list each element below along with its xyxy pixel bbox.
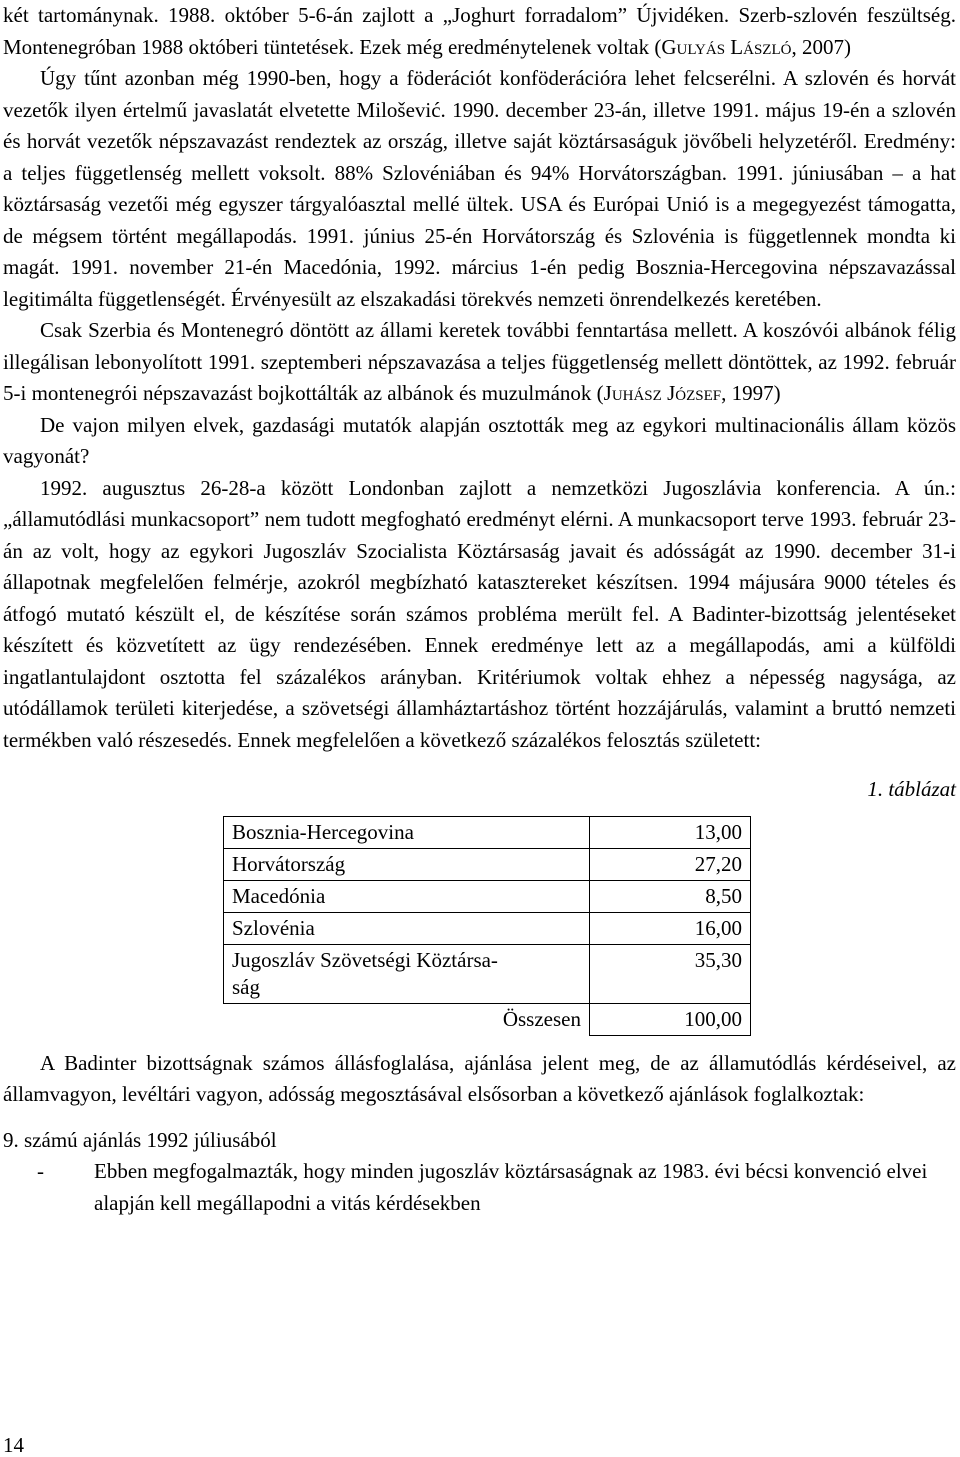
country-cell: Szlovénia <box>224 912 590 944</box>
table-row <box>224 816 751 848</box>
share-cell: 13,00 <box>590 816 751 848</box>
recommendation-title: 9. számú ajánlás 1992 júliusából <box>3 1127 277 1152</box>
table-row <box>224 912 751 944</box>
paragraph-london-conference: 1992. augusztus 26-28-a között Londonban zajlott a nemzetközi Jugoszlávia konferencia. A ún.: „államutódlási munkacsoport” nem tudott megfogható eredményt elérni. A munkacsoport terve 1993. február 23-án az volt, hogy az egykori Jugoszláv Szocialista Köztársaság javait és adósságát az 1990. december 31-i állapotnak megfelelően felmérje, azokról megbízható katasztereket készítsen. 1994 májusára 9000 tételes és átfogó mutató készült el, de készítése során számos probléma merült fel. A Badinter-bizottság jelentéseket készített és közvetített az ügy rendezésében. Ennek eredménye lett az a megállapodás, ami a külföldi ingatlantulajdont osztotta fel százalékos arányban. Kritériumok voltak ehhez a népesség nagysága, az utódállamok területi kiterjedése, a szövetségi államháztartáshoz történt hozzájárulás, valamint a bruttó nemzeti termékben való részesedés. Ennek megfelelően a következő százalékos felosztás született: <box>3 475 956 752</box>
citation-author: Gulyás László <box>661 34 792 59</box>
citation-year: , 1997) <box>721 381 781 405</box>
table-row <box>224 848 751 880</box>
table-row <box>224 880 751 912</box>
share-cell: 35,30 <box>590 944 751 1003</box>
paragraph-badinter: A Badinter bizottságnak számos állásfoglalása, ajánlása jelent meg, de az államutódlás kérdéseivel, az államvagyon, levéltári vagyon, adósság megosztásával elsősorban a következő ajánlások foglalkoztak: <box>3 1050 956 1106</box>
list-item-text: Ebben megfogalmazták, hogy minden jugoszláv köztársaságnak az 1983. évi bécsi konvenció elvei alapján kell megállapodni a vitás kérdésekben <box>94 1159 928 1215</box>
citation-author: Juhász József <box>603 381 722 405</box>
country-cell: Horvátország <box>224 848 590 880</box>
table-caption: 1. táblázat <box>867 777 956 801</box>
paragraph-question: De vajon milyen elvek, gazdasági mutatók alapján osztották meg az egykori multinacionális állam közös vagyonát? <box>3 412 956 468</box>
table-row <box>224 944 751 1003</box>
paragraph-joghurt-revolution <box>3 0 956 63</box>
share-cell: 27,20 <box>590 848 751 880</box>
citation-year: , 2007) <box>791 34 851 59</box>
list-item <box>3 1156 956 1219</box>
total-value: 100,00 <box>590 1003 751 1035</box>
country-cell: Macedónia <box>224 880 590 912</box>
paragraph-serbia-montenegro <box>3 315 956 410</box>
document-page <box>3 0 956 1219</box>
list-marker: - <box>37 1159 44 1183</box>
table-total-row <box>224 1003 751 1035</box>
share-cell: 16,00 <box>590 912 751 944</box>
page-number: 14 <box>3 1433 24 1457</box>
allocation-table <box>223 816 751 1036</box>
paragraph-independence-referendums: Úgy tűnt azonban még 1990-ben, hogy a föderációt konföderációra lehet felcserélni. A szlovén és horvát vezetők ilyen értelmű javaslatát elvetette Milošević. 1990. december 23-án, illetve 1991. május 19-én a szlovén és horvát vezetők népszavazást rendeztek az ország, illetve saját köztársaságuk jövőbeli helyzetéről. Eredmény: a teljes függetlenség mellett voksolt. 88% Szlovéniában és 94% Horvátországban. 1991. júniusában – a hat köztársaság vezetői még egyszer tárgyalóasztal mellé ültek. USA és Európai Unió is a megegyezést támogatta, de mégsem történt megállapodás. 1991. június 25-én Horvátország és Szlovénia is függetlennek mondta ki magát. 1991. november 21-én Macedónia, 1992. március 1-én pedig Bosznia-Hercegovina népszavazással legitimálta függetlenségét. Érvényesült az elszakadási törekvés nemzeti önrendelkezés keretében. <box>3 66 956 311</box>
total-label: Összesen <box>224 1003 590 1035</box>
paragraph-text: két tartománynak. 1988. október 5-6-án zajlott a „Joghurt forradalom” Újvidéken. Szerb-szlovén feszültség. Montenegróban 1988 októberi tüntetések. Ezek még eredménytelenek voltak ( <box>3 3 956 59</box>
paragraph-text: Csak Szerbia és Montenegró döntött az állami keretek további fenntartása mellett. A koszóvói albánok félig illegálisan lebonyolított 1991. szeptemberi népszavazása a teljes függetlenség mellett döntöttek, az 1992. február 5-i montenegrói népszavazást bojkottálták az albánok és muzulmánok ( <box>3 318 956 405</box>
country-cell: Bosznia-Hercegovina <box>224 816 590 848</box>
share-cell: 8,50 <box>590 880 751 912</box>
country-cell: Jugoszláv Szövetségi Köztársa- ság <box>224 944 590 1003</box>
